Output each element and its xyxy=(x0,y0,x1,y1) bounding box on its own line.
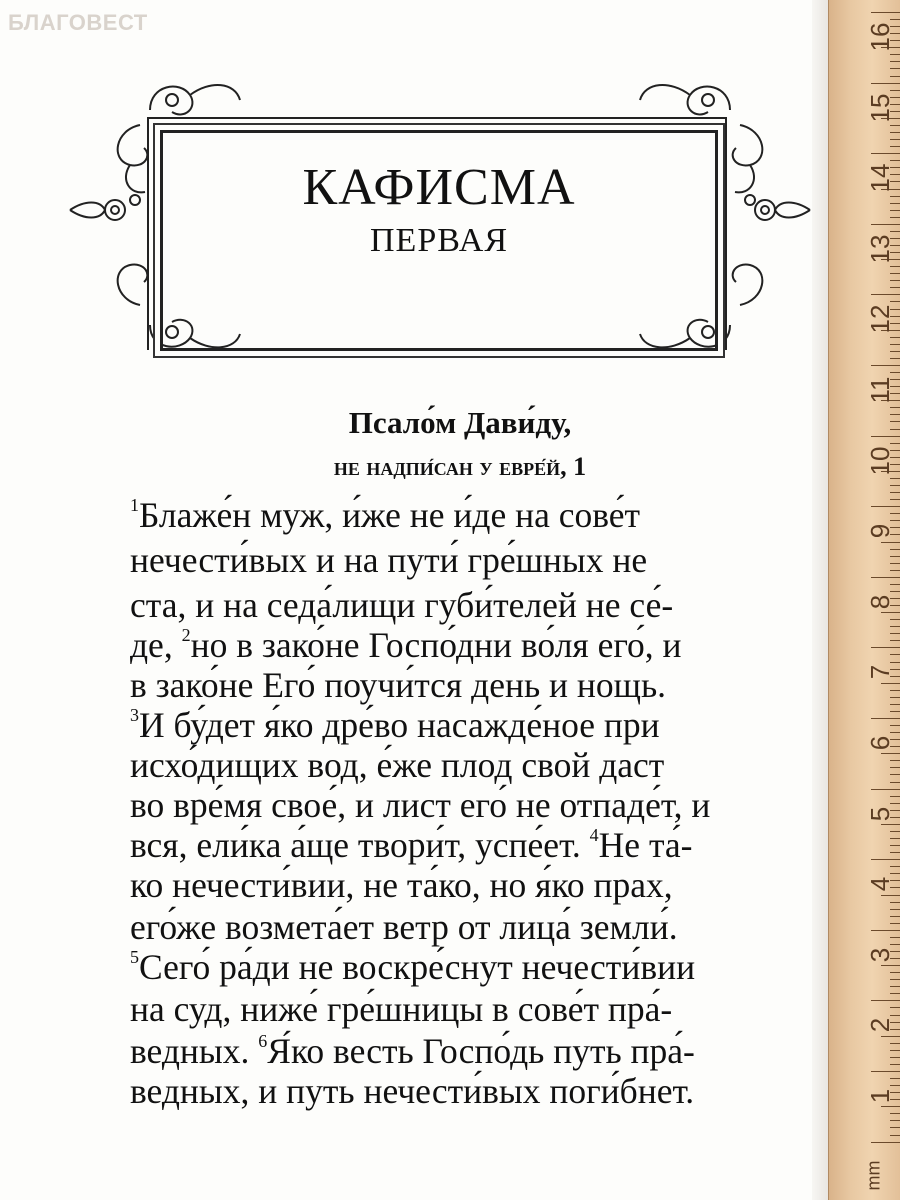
ruler-tick xyxy=(890,1043,900,1044)
text-line-content: ведных, и путь нечести́вых поги́бнет. xyxy=(130,1071,695,1111)
ruler-tick xyxy=(890,407,900,408)
ruler-tick xyxy=(890,443,900,444)
text-line-content: во вре́мя свое́, и лист его́ не отпаде́т, и xyxy=(130,785,711,825)
ruler-tick xyxy=(890,337,900,338)
ruler-tick xyxy=(890,196,900,197)
text-line-content: ведных. xyxy=(130,1031,259,1071)
ruler-tick xyxy=(890,76,900,77)
text-line xyxy=(130,785,778,825)
ruler-tick xyxy=(890,280,900,281)
watermark: БЛАГОВЕСТ xyxy=(8,10,148,35)
text-line xyxy=(130,1071,778,1111)
ruler-label: 11 xyxy=(865,376,895,404)
text-line xyxy=(130,947,778,987)
ruler-label: 14 xyxy=(865,163,895,193)
page-subtitle: ПЕРВАЯ xyxy=(370,222,508,259)
ruler-tick xyxy=(890,760,900,761)
ruler-tick xyxy=(890,831,900,832)
ruler-tick xyxy=(890,513,900,514)
ruler-tick xyxy=(890,654,900,655)
psalm-subheading: не надпи́сан у евре́й, 1 xyxy=(333,452,587,481)
ruler-label: 3 xyxy=(865,947,895,963)
ruler-tick xyxy=(890,54,900,55)
ruler-tick xyxy=(890,725,900,726)
ruler-tick xyxy=(890,478,900,479)
ruler-tick xyxy=(890,492,900,493)
ruler-tick xyxy=(890,866,900,867)
ruler xyxy=(828,0,900,1200)
ruler-label: 4 xyxy=(865,876,895,892)
ruler-tick xyxy=(890,125,900,126)
ruler-tick xyxy=(890,1120,900,1121)
ruler-tick xyxy=(890,549,900,550)
verse-number: 3 xyxy=(130,705,139,725)
text-line xyxy=(130,825,778,865)
text-line-content: Сего́ ра́ди не воскре́снут нечести́вии xyxy=(139,947,696,987)
ruler-tick xyxy=(890,1127,900,1128)
ruler-tick xyxy=(890,358,900,359)
ruler-tick xyxy=(890,563,900,564)
page-title: КАФИСМА xyxy=(302,159,576,216)
verse-number: 5 xyxy=(130,947,139,967)
ruler-tick xyxy=(890,146,900,147)
text-line-content: И бу́дет я́ко дре́во насажде́ное при xyxy=(139,705,660,745)
ruler-tick xyxy=(890,852,900,853)
text-line-content: в зако́не Его́ поучи́тся день и нощь. xyxy=(130,665,667,705)
ruler-tick xyxy=(890,845,900,846)
ruler-tick xyxy=(890,1057,900,1058)
ruler-tick xyxy=(890,774,900,775)
ruler-tick xyxy=(890,499,900,500)
ruler-tick xyxy=(890,619,900,620)
psalm-heading: Псало́м Дави́ду, xyxy=(348,405,572,440)
ruler-tick xyxy=(871,436,900,437)
text-line-content: ко нечести́вии, не та́ко, но я́ко прах, xyxy=(130,865,673,905)
text-line xyxy=(130,1031,778,1071)
ruler-label: 16 xyxy=(865,22,895,52)
ruler-tick xyxy=(890,68,900,69)
verse-number: 6 xyxy=(258,1031,268,1051)
text-line-content: де, xyxy=(130,625,182,665)
text-line xyxy=(130,705,778,745)
ruler-tick xyxy=(890,266,900,267)
ruler-tick xyxy=(890,767,900,768)
ruler-tick xyxy=(890,372,900,373)
ruler-label: 2 xyxy=(865,1018,895,1033)
ruler-tick xyxy=(871,224,900,225)
ruler-tick xyxy=(890,633,900,634)
ruler-label: 12 xyxy=(865,304,895,334)
ruler-tick xyxy=(890,697,900,698)
ruler-tick xyxy=(890,421,900,422)
ruler-tick xyxy=(890,937,900,938)
ruler-tick xyxy=(890,1113,900,1114)
ruler-tick xyxy=(871,718,900,719)
ruler-tick xyxy=(890,1135,900,1136)
ruler-tick xyxy=(890,986,900,987)
ruler-tick xyxy=(890,993,900,994)
ruler-tick xyxy=(890,556,900,557)
ruler-tick xyxy=(890,19,900,20)
verse-number: 1 xyxy=(130,495,139,515)
ruler-unit: mm xyxy=(863,1160,884,1191)
ruler-tick xyxy=(890,160,900,161)
ruler-tick xyxy=(890,796,900,797)
ruler-tick xyxy=(890,1050,900,1051)
text-line-content: Не та́- xyxy=(598,825,693,865)
ruler-tick xyxy=(890,429,900,430)
ruler-tick xyxy=(871,647,900,648)
ruler-label: 9 xyxy=(865,523,895,539)
ruler-tick xyxy=(890,584,900,585)
ruler-label: 1 xyxy=(865,1088,895,1104)
ruler-tick xyxy=(890,704,900,705)
ruler-tick xyxy=(871,930,900,931)
text-line xyxy=(130,907,778,947)
ruler-tick xyxy=(890,301,900,302)
ruler-tick xyxy=(871,577,900,578)
ruler-tick xyxy=(890,916,900,917)
ruler-tick xyxy=(890,838,900,839)
ruler-tick xyxy=(871,365,900,366)
ruler-tick xyxy=(890,90,900,91)
ruler-tick xyxy=(890,690,900,691)
ruler-tick xyxy=(871,153,900,154)
ruler-tick xyxy=(890,210,900,211)
ruler-tick xyxy=(890,1007,900,1008)
ruler-tick xyxy=(871,1142,900,1143)
ruler-tick xyxy=(890,139,900,140)
ruler-tick xyxy=(890,344,900,345)
verse-number: 4 xyxy=(589,825,599,845)
ruler-tick xyxy=(871,859,900,860)
ruler-tick xyxy=(890,132,900,133)
ruler-label: 8 xyxy=(865,594,895,610)
ruler-tick xyxy=(890,626,900,627)
ruler-label: 6 xyxy=(865,735,895,751)
ruler-tick xyxy=(871,83,900,84)
text-line-content: его́же возмета́ет ветр от лица́ земли́. xyxy=(130,907,678,947)
ruler-tick xyxy=(871,1071,900,1072)
text-line-content: Блаже́н муж, и́же не и́де на сове́т xyxy=(139,495,641,535)
ruler-tick xyxy=(871,506,900,507)
text-line-content: Я́ко весть Госпо́дь путь пра́- xyxy=(267,1031,695,1071)
text-line xyxy=(130,495,778,535)
text-line-content: исхо́дищих вод, е́же плод свой даст xyxy=(130,745,665,785)
text-line xyxy=(130,865,778,905)
ruler-tick xyxy=(890,909,900,910)
ruler-tick xyxy=(890,782,900,783)
ruler-tick xyxy=(890,273,900,274)
ruler-tick xyxy=(890,217,900,218)
ruler-tick xyxy=(890,570,900,571)
header-ornament-frame xyxy=(60,70,820,350)
text-line xyxy=(130,745,778,785)
ruler-tick xyxy=(871,12,900,13)
ruler-label: 5 xyxy=(865,806,895,821)
text-line xyxy=(130,989,778,1029)
ruler-tick xyxy=(890,979,900,980)
ruler-label: 7 xyxy=(865,665,895,680)
text-line-content: на суд, ниже́ гре́шницы в сове́т пра́- xyxy=(130,989,673,1029)
ruler-tick xyxy=(890,231,900,232)
ruler-tick xyxy=(890,485,900,486)
ruler-tick xyxy=(890,1078,900,1079)
ruler-tick xyxy=(890,640,900,641)
ruler-tick xyxy=(871,294,900,295)
ruler-tick xyxy=(890,203,900,204)
ruler-tick xyxy=(890,972,900,973)
text-line-content: ста, и на седа́лищи губи́телей не се́- xyxy=(130,585,674,625)
ruler-tick xyxy=(890,351,900,352)
text-line-content: нечести́вых и на пути́ гре́шных не xyxy=(130,540,648,580)
text-line xyxy=(130,625,778,665)
text-line xyxy=(130,665,778,705)
ruler-tick xyxy=(871,789,900,790)
ruler-tick xyxy=(890,414,900,415)
text-line-content: но в зако́не Госпо́дни во́ля его́, и xyxy=(190,625,682,665)
verse-number: 2 xyxy=(181,625,191,645)
ruler-tick xyxy=(890,902,900,903)
ruler-tick xyxy=(890,711,900,712)
ruler-tick xyxy=(890,1064,900,1065)
text-line xyxy=(130,585,778,625)
text-line xyxy=(130,540,778,580)
ruler-label: 13 xyxy=(865,234,895,264)
text-line-content: вся, ели́ка а́ще твори́т, успе́ет. xyxy=(130,825,590,865)
ruler-label: 15 xyxy=(865,93,895,123)
ruler-tick xyxy=(890,287,900,288)
ruler-tick xyxy=(871,1000,900,1001)
ruler-tick xyxy=(890,923,900,924)
ruler-tick xyxy=(890,61,900,62)
ruler-label: 10 xyxy=(865,446,895,476)
